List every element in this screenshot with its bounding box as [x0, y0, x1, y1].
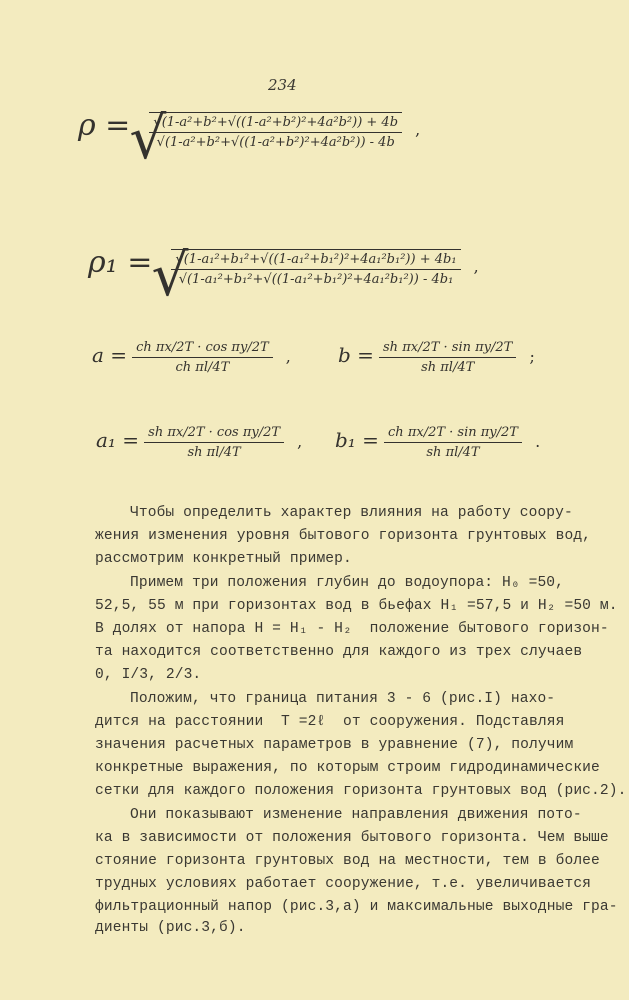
text-line: Примем три положения глубин до водоупора: H₀ =50, — [130, 575, 565, 591]
text-line: 52,5, 55 м при горизонтах вод в бьефах H₁ =57,5 и H₂ =50 м. — [95, 598, 618, 614]
text-line: рассмотрим конкретный пример. — [95, 551, 352, 567]
text-line: Чтобы определить характер влияния на работу соору- — [130, 505, 573, 521]
formula-b1: b₁ = $\frac{\text{ch πx/2T · sin πy/2T}}{\text{sh πl/4T}}$ . — [335, 425, 541, 460]
sqrt-sign: √ $\frac{\text{√(1-a₁²+b₁²+√((1-a₁²+b₁²)²+4a₁²b₁²)) + 4b₁}}{\text{√(1-a₁²+b₁²+√((1-a₁²+b₁²)²+4a₁²b₁²)) - 4b₁}}$ — [157, 249, 460, 287]
text-line: сетки для каждого положения горизонта грунтовых вод (рис.2). — [95, 783, 627, 799]
formula-a1: a₁ = $\frac{\text{sh πx/2T · cos πy/2T}}{\text{sh πl/4T}}$ , — [96, 425, 303, 460]
text-line: трудных условиях работает сооружение, т.е. увеличивается — [95, 876, 592, 892]
sqrt-sign: √ $\frac{\text{√(1-a²+b²+√((1-a²+b²)²+4a²b²)) + 4b}}{\text{√(1-a²+b²+√((1-a²+b²)²+4a²b²)) - 4b}}$ — [135, 112, 402, 150]
text-line: жения изменения уровня бытового горизонта грунтовых вод, — [95, 528, 592, 544]
formula-rho1: ρ₁ = √ $\frac{\text{√(1-a₁²+b₁²+√((1-a₁²+b₁²)²+4a₁²b₁²)) + 4b₁}}{\text{√(1-a₁²+b₁²+√((1-a₁²+b₁²)²+4a₁²b₁²)) - 4b₁}}$ , — [88, 245, 479, 287]
text-line: стояние горизонта грунтовых вод на местности, тем в более — [95, 853, 600, 869]
formula-rho: ρ = √ $\frac{\text{√(1-a²+b²+√((1-a²+b²)²+4a²b²)) + 4b}}{\text{√(1-a²+b²+√((1-a²+b²)²+4a²b²)) - 4b}}$ , — [78, 108, 420, 150]
formula-b: b = $\frac{\text{sh πx/2T · sin πy/2T}}{\text{sh πl/4T}}$ ; — [338, 340, 535, 375]
formula-a: a = $\frac{\text{ch πx/2T · cos πy/2T}}{\text{ch πl/4T}}$ , — [92, 340, 291, 375]
text-line: значения расчетных параметров в уравнение (7), получим — [95, 737, 574, 753]
text-line: Они показывают изменение направления движения пото- — [130, 807, 582, 823]
text-line: диенты (рис.3,б). — [95, 920, 246, 936]
text-line: 0, I/3, 2/3. — [95, 667, 202, 683]
text-line: фильтрационный напор (рис.3,а) и максимальные выходные гра- — [95, 899, 618, 915]
text-line: дится на расстоянии T =2ℓ от сооружения. Подставляя — [95, 714, 565, 730]
page-number: 234 — [268, 76, 297, 94]
text-line: ка в зависимости от положения бытового горизонта. Чем выше — [95, 830, 609, 846]
text-line: Положим, что граница питания 3 - 6 (рис.I) нахо- — [130, 691, 556, 707]
text-line: В долях от напора Н = Н₁ - Н₂ положение бытового горизон- — [95, 621, 609, 637]
text-line: конкретные выражения, по которым строим гидродинамические — [95, 760, 600, 776]
text-line: та находится соответственно для каждого из трех случаев — [95, 644, 583, 660]
